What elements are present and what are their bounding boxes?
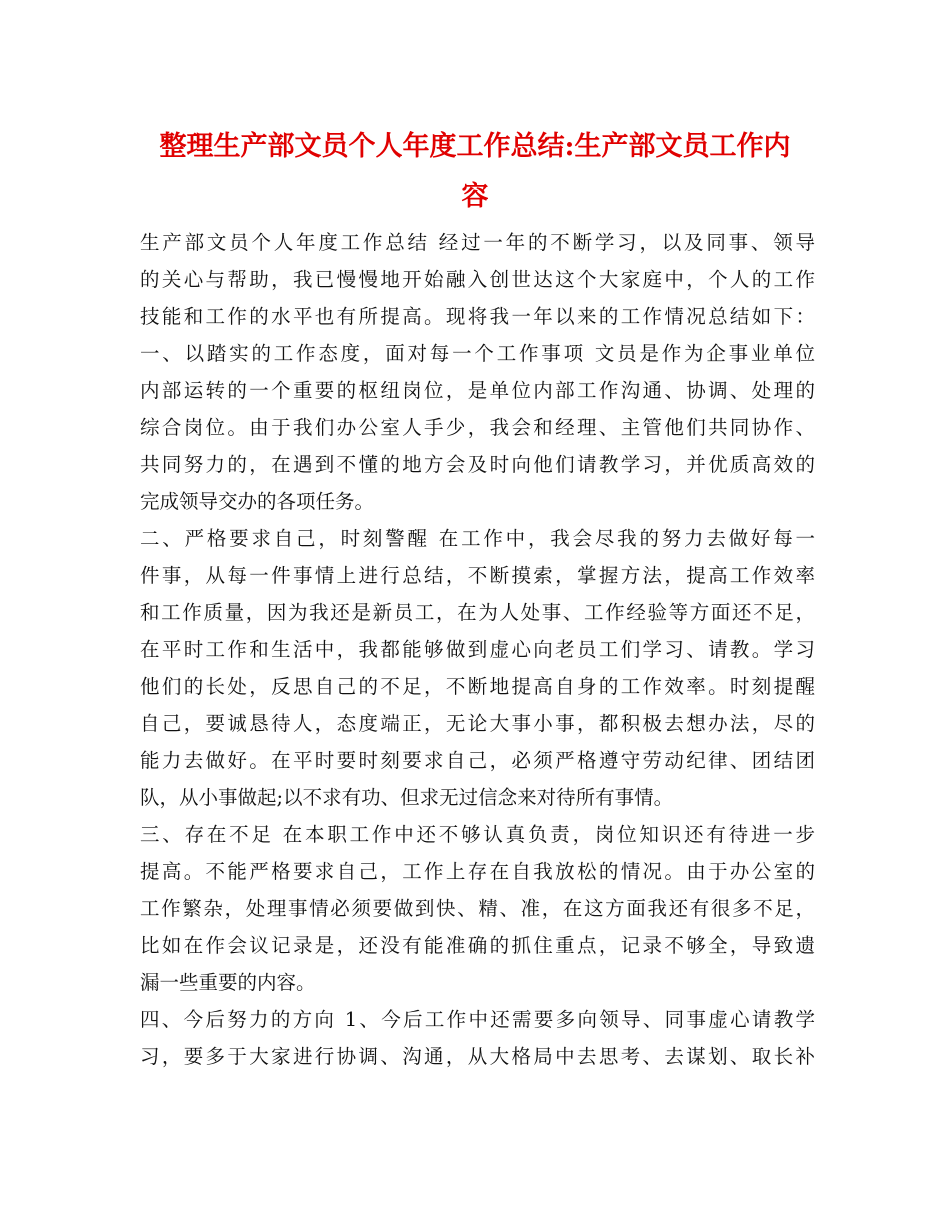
body-line: 在平时工作和生活中，我都能够做到虚心向老员工们学习、请教。学习 xyxy=(140,638,815,661)
body-line: 习，要多于大家进行协调、沟通，从大格局中去思考、去谋划、取长补 xyxy=(140,1045,815,1068)
document-body xyxy=(140,224,815,1075)
body-line: 二、严格要求自己，时刻警醒 在工作中，我会尽我的努力去做好每一 xyxy=(140,527,815,550)
title-line-1: 整理生产部文员个人年度工作总结:生产部文员工作内 xyxy=(159,131,791,162)
body-line: 综合岗位。由于我们办公室人手少，我会和经理、主管他们共同协作、 xyxy=(140,416,815,439)
body-line: 件事，从每一件事情上进行总结，不断摸索，掌握方法，提高工作效率 xyxy=(140,564,815,587)
body-line: 和工作质量，因为我还是新员工，在为人处事、工作经验等方面还不足， xyxy=(140,601,815,624)
body-line: 他们的长处，反思自己的不足，不断地提高自身的工作效率。时刻提醒 xyxy=(140,675,815,698)
body-line: 生产部文员个人年度工作总结 经过一年的不断学习，以及同事、领导 xyxy=(140,231,815,254)
body-line: 技能和工作的水平也有所提高。现将我一年以来的工作情况总结如下： xyxy=(140,305,815,328)
body-line: 的关心与帮助，我已慢慢地开始融入创世达这个大家庭中，个人的工作 xyxy=(140,268,815,291)
body-line: 队，从小事做起;以不求有功、但求无过信念来对待所有事情。 xyxy=(140,786,674,809)
body-line: 三、存在不足 在本职工作中还不够认真负责，岗位知识还有待进一步 xyxy=(140,823,815,846)
body-line: 漏一些重要的内容。 xyxy=(140,971,316,994)
body-line: 提高。不能严格要求自己，工作上存在自我放松的情况。由于办公室的 xyxy=(140,860,815,883)
document-title xyxy=(140,122,810,222)
body-line: 一、以踏实的工作态度，面对每一个工作事项 文员是作为企事业单位 xyxy=(140,342,815,365)
body-line: 内部运转的一个重要的枢纽岗位，是单位内部工作沟通、协调、处理的 xyxy=(140,379,815,402)
body-line: 自己，要诚恳待人，态度端正，无论大事小事，都积极去想办法，尽的 xyxy=(140,712,815,735)
body-line: 完成领导交办的各项任务。 xyxy=(140,490,375,513)
body-line: 能力去做好。在平时要时刻要求自己，必须严格遵守劳动纪律、团结团 xyxy=(140,749,815,772)
body-line: 共同努力的，在遇到不懂的地方会及时向他们请教学习，并优质高效的 xyxy=(140,453,815,476)
body-line: 四、今后努力的方向 1、今后工作中还需要多向领导、同事虚心请教学 xyxy=(140,1008,815,1031)
title-line-2: 容 xyxy=(461,181,489,212)
body-line: 比如在作会议记录是，还没有能准确的抓住重点，记录不够全，导致遗 xyxy=(140,934,815,957)
body-line: 工作繁杂，处理事情必须要做到快、精、准，在这方面我还有很多不足， xyxy=(140,897,815,920)
